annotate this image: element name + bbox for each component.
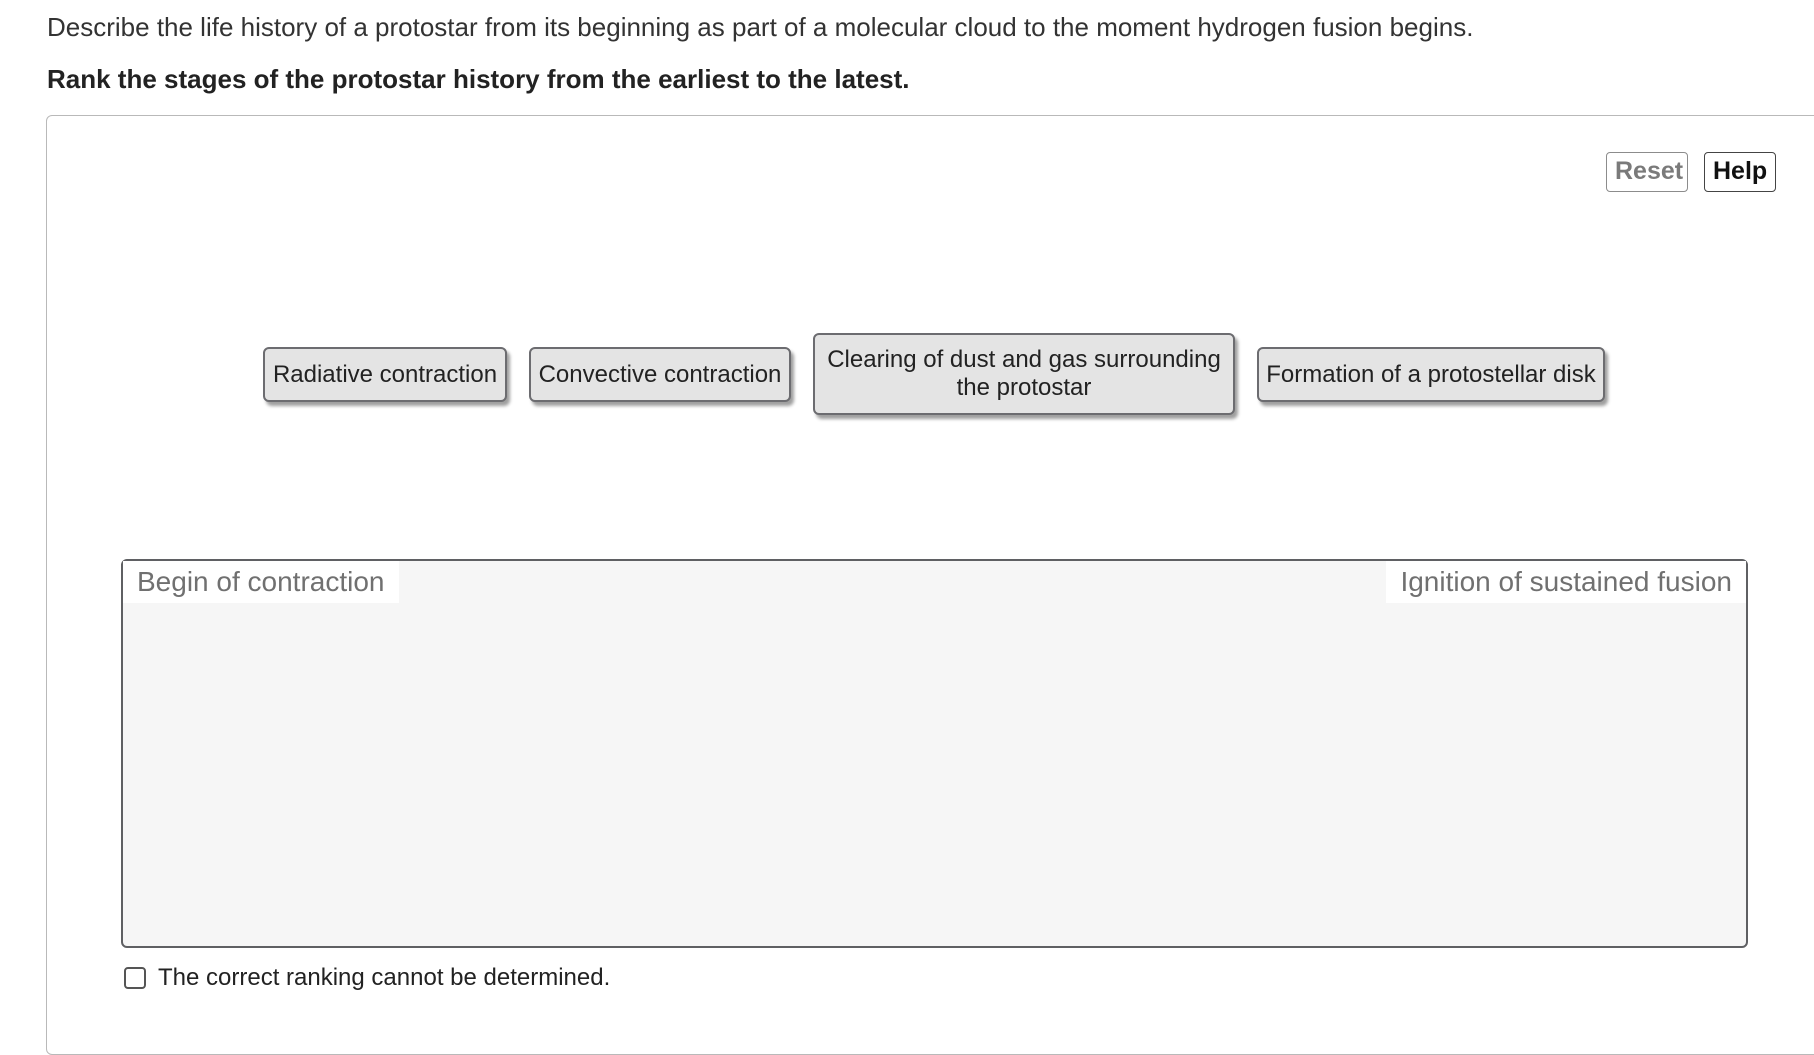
ranking-tile-convective-contraction[interactable] xyxy=(529,347,791,402)
ranking-tile-clearing-dust-gas[interactable] xyxy=(813,333,1235,415)
ranking-tile-radiative-contraction[interactable] xyxy=(263,347,507,402)
drop-zone-end-label: Ignition of sustained fusion xyxy=(1386,561,1746,603)
reset-button[interactable]: Reset xyxy=(1606,152,1688,192)
cannot-determine-checkbox[interactable] xyxy=(124,967,146,989)
tile-label: Convective contraction xyxy=(538,360,782,388)
tile-label: Clearing of dust and gas surrounding the protostar xyxy=(827,346,1221,401)
cannot-determine-option[interactable] xyxy=(124,963,610,993)
drop-zone-start-label: Begin of contraction xyxy=(123,561,399,603)
ranking-instruction: Rank the stages of the protostar history from the earliest to the latest. xyxy=(47,64,910,94)
cannot-determine-label: The correct ranking cannot be determined. xyxy=(158,964,611,991)
tile-label: Formation of a protostellar disk xyxy=(1266,360,1596,388)
ranking-drop-zone[interactable] xyxy=(121,559,1748,948)
ranking-tile-protostellar-disk[interactable] xyxy=(1257,347,1605,402)
tile-label: Radiative contraction xyxy=(272,360,498,388)
help-button[interactable]: Help xyxy=(1704,152,1776,192)
question-prompt: Describe the life history of a protostar from its beginning as part of a molecular cloud to the moment hydrogen fusion begins. xyxy=(47,12,1474,42)
